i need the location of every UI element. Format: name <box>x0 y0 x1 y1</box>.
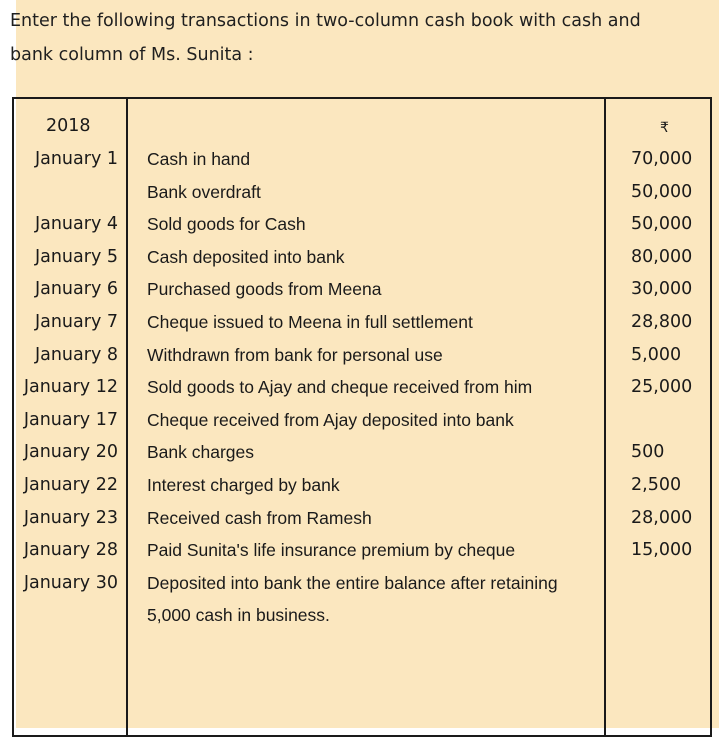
row-date: January 20 <box>23 442 118 462</box>
row-date: January 4 <box>34 214 118 234</box>
row-description: Received cash from Ramesh <box>147 508 372 528</box>
row-description: Cheque issued to Meena in full settlement <box>147 312 473 332</box>
row-date: January 6 <box>34 279 118 299</box>
question-line-2: bank column of Ms. Sunita : <box>10 45 254 65</box>
row-description: Bank charges <box>147 442 255 462</box>
row-description: Cash in hand <box>147 149 251 169</box>
row-description: Cheque received from Ajay deposited into bank <box>147 410 514 430</box>
row-amount: 28,800 <box>631 312 693 332</box>
row-description: Paid Sunita's life insurance premium by cheque <box>147 540 516 560</box>
row-description: Bank overdraft <box>147 182 261 202</box>
row-amount: 2,500 <box>631 475 682 495</box>
row-amount: 28,000 <box>631 508 693 528</box>
row-amount: 500 <box>631 442 665 462</box>
row-amount: 70,000 <box>631 149 693 169</box>
rupee-symbol: ₹ <box>660 120 669 136</box>
row-description: 5,000 cash in business. <box>147 605 330 625</box>
row-date: January 8 <box>34 345 118 365</box>
row-date: January 12 <box>23 377 118 397</box>
row-amount: 30,000 <box>631 279 693 299</box>
row-description: Purchased goods from Meena <box>147 279 382 299</box>
row-description: Cash deposited into bank <box>147 247 345 267</box>
row-amount: 80,000 <box>631 247 693 267</box>
row-description: Deposited into bank the entire balance after retaining <box>147 573 558 593</box>
row-date: January 5 <box>34 247 118 267</box>
row-date: January 22 <box>23 475 118 495</box>
row-amount: 25,000 <box>631 377 693 397</box>
date-column-divider <box>126 97 128 737</box>
row-date: January 17 <box>23 410 118 430</box>
row-date: January 30 <box>23 573 118 593</box>
row-amount: 5,000 <box>631 345 682 365</box>
row-amount: 50,000 <box>631 214 693 234</box>
row-amount: 50,000 <box>631 182 693 202</box>
row-date: January 23 <box>23 508 118 528</box>
row-amount: 15,000 <box>631 540 693 560</box>
question-line-1: Enter the following transactions in two-column cash book with cash and <box>10 11 641 31</box>
row-description: Sold goods for Cash <box>147 214 306 234</box>
question-text <box>10 4 700 72</box>
row-date: January 7 <box>34 312 118 332</box>
year-header: 2018 <box>46 116 91 136</box>
row-date: January 28 <box>23 540 118 560</box>
row-description: Withdrawn from bank for personal use <box>147 345 443 365</box>
row-date: January 1 <box>34 149 118 169</box>
row-description: Sold goods to Ajay and cheque received from him <box>147 377 533 397</box>
row-description: Interest charged by bank <box>147 475 340 495</box>
amount-column-divider <box>604 97 606 737</box>
